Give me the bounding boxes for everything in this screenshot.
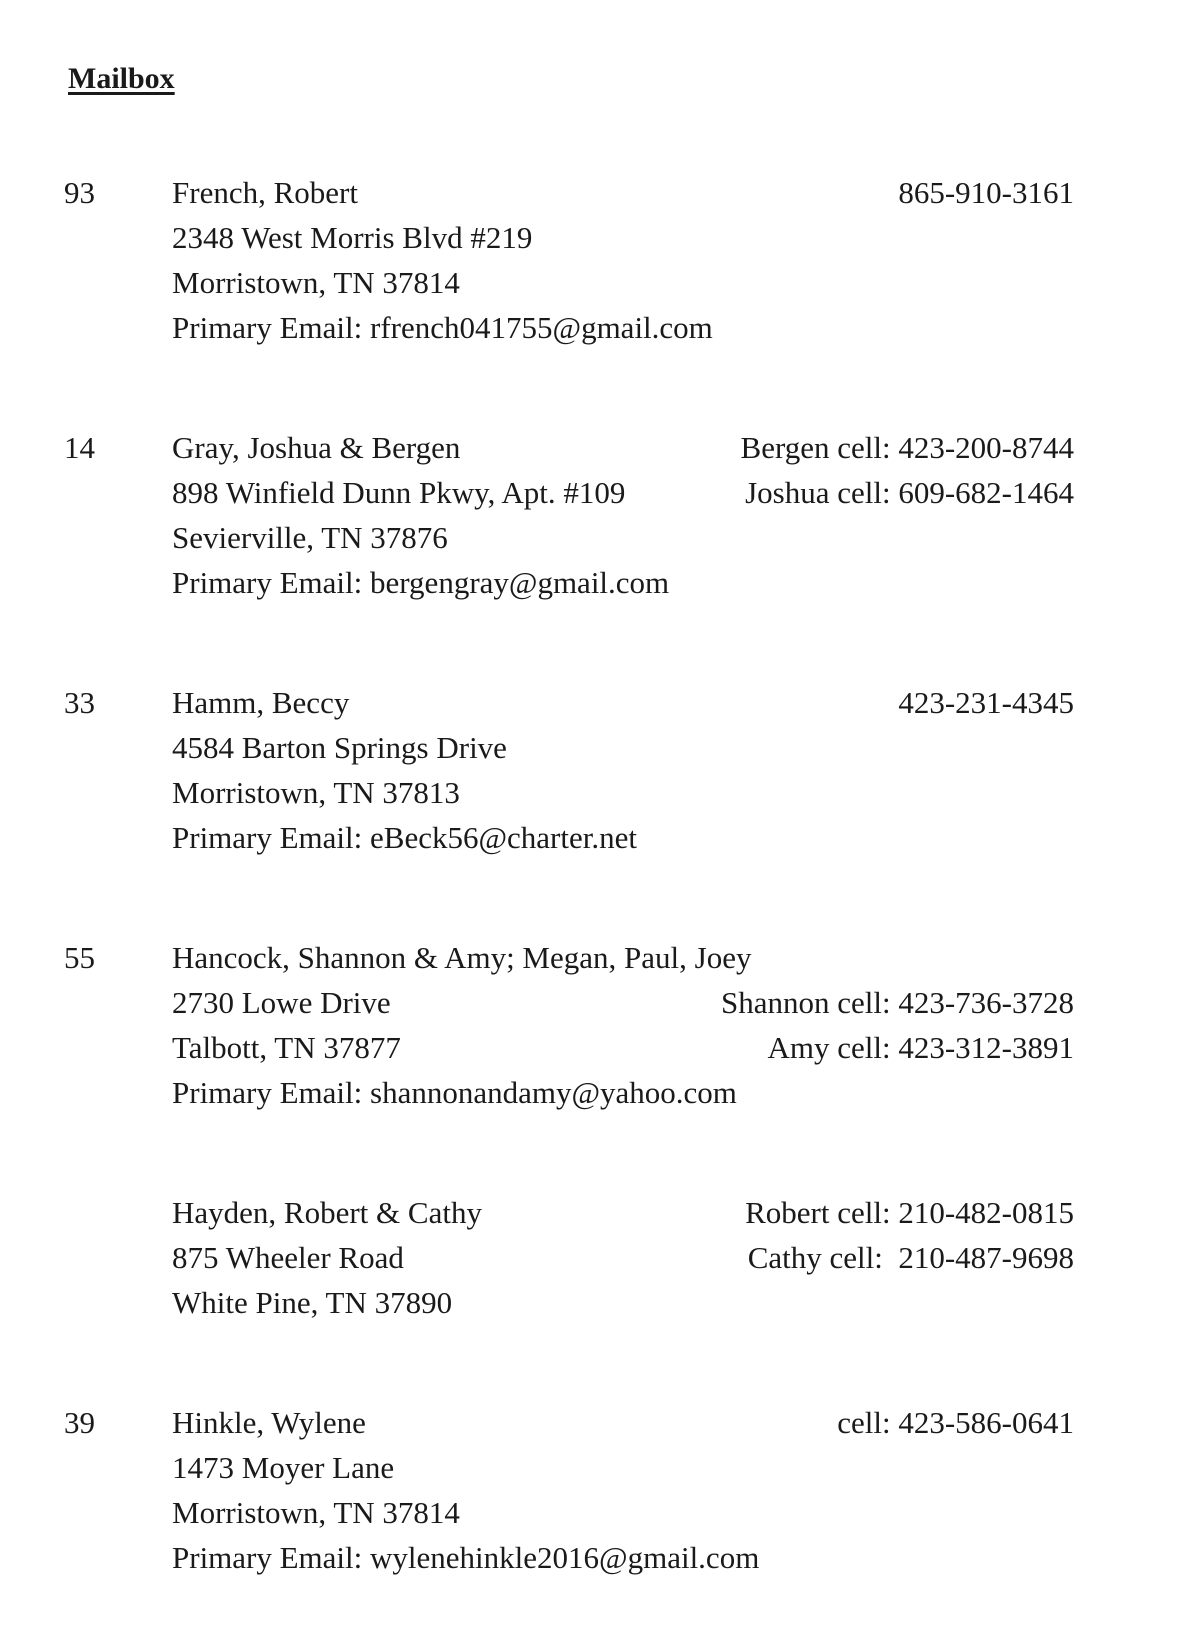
phone-label: Robert cell:	[745, 1195, 891, 1230]
phone-number: 423-736-3728	[898, 985, 1074, 1020]
phone-number: 210-482-0815	[898, 1195, 1074, 1230]
entry-name: Gray, Joshua & Bergen	[172, 430, 461, 465]
phone-number: 423-586-0641	[898, 1405, 1074, 1440]
entry-name: French, Robert	[172, 175, 358, 210]
phone-line	[741, 470, 1074, 515]
mailbox-number: 93	[64, 175, 95, 210]
phone-line	[837, 1400, 1074, 1445]
entry-city: Talbott, TN 37877	[172, 1030, 401, 1065]
entry-phones	[741, 425, 1074, 515]
phone-label: Amy cell:	[767, 1030, 891, 1065]
phone-number: 423-312-3891	[898, 1030, 1074, 1065]
phone-line	[898, 680, 1074, 725]
email-address: rfrench041755@gmail.com	[370, 310, 713, 345]
entry-name: Hayden, Robert & Cathy	[172, 1195, 482, 1230]
email-label: Primary Email:	[172, 820, 363, 855]
email-label: Primary Email:	[172, 1075, 363, 1110]
phone-number: 609-682-1464	[898, 475, 1074, 510]
entry-city: Morristown, TN 37814	[172, 265, 460, 300]
entry-phones	[898, 170, 1074, 215]
entry-details	[172, 170, 713, 350]
entry-city: Sevierville, TN 37876	[172, 520, 448, 555]
entry-address: 875 Wheeler Road	[172, 1240, 404, 1275]
phone-label: cell:	[837, 1405, 891, 1440]
entry-email-line	[172, 305, 713, 350]
entry-details	[172, 1190, 482, 1325]
phone-line	[741, 425, 1074, 470]
entry-phones	[898, 680, 1074, 725]
phone-line	[721, 980, 1074, 1025]
entry-address: 2730 Lowe Drive	[172, 985, 391, 1020]
phone-line	[745, 1190, 1074, 1235]
entry-name: Hamm, Beccy	[172, 685, 350, 720]
mailbox-number: 39	[64, 1405, 95, 1440]
phone-number: 423-200-8744	[898, 430, 1074, 465]
phone-line	[745, 1235, 1074, 1280]
entry-details	[172, 935, 751, 1115]
entry-name: Hancock, Shannon & Amy; Megan, Paul, Joey	[172, 940, 752, 975]
phone-label: Cathy cell:	[747, 1240, 891, 1275]
entry-email-line	[172, 1535, 759, 1580]
entry-phones	[721, 980, 1074, 1070]
email-address: bergengray@gmail.com	[370, 565, 670, 600]
email-label: Primary Email:	[172, 1540, 363, 1575]
phone-line	[721, 1025, 1074, 1070]
entry-details	[172, 680, 637, 860]
mailbox-number: 14	[64, 430, 95, 465]
email-label: Primary Email:	[172, 565, 363, 600]
entry-phones	[837, 1400, 1074, 1445]
phone-number: 865-910-3161	[898, 175, 1074, 210]
phone-label: Bergen cell:	[740, 430, 891, 465]
entry-details	[172, 1400, 759, 1580]
entry-phones	[745, 1190, 1074, 1280]
mailbox-number: 55	[64, 940, 95, 975]
entry-city: White Pine, TN 37890	[172, 1285, 453, 1320]
phone-line	[898, 170, 1074, 215]
entry-address: 898 Winfield Dunn Pkwy, Apt. #109	[172, 475, 626, 510]
phone-label: Shannon cell:	[720, 985, 891, 1020]
email-label: Primary Email:	[172, 310, 363, 345]
entry-name: Hinkle, Wylene	[172, 1405, 366, 1440]
entry-email-line	[172, 1070, 751, 1115]
entry-city: Morristown, TN 37813	[172, 775, 460, 810]
email-address: wylenehinkle2016@gmail.com	[370, 1540, 760, 1575]
email-address: shannonandamy@yahoo.com	[370, 1075, 737, 1110]
phone-number: 423-231-4345	[898, 685, 1074, 720]
phone-label: Joshua cell:	[745, 475, 891, 510]
entry-email-line	[172, 560, 669, 605]
entry-address: 2348 West Morris Blvd #219	[172, 220, 533, 255]
email-address: eBeck56@charter.net	[370, 820, 637, 855]
entry-address: 1473 Moyer Lane	[172, 1450, 395, 1485]
entry-email-line	[172, 815, 637, 860]
entry-city: Morristown, TN 37814	[172, 1495, 460, 1530]
entry-address: 4584 Barton Springs Drive	[172, 730, 507, 765]
mailbox-number: 33	[64, 685, 95, 720]
entry-details	[172, 425, 669, 605]
page-title: Mailbox	[68, 62, 175, 95]
phone-number: 210-487-9698	[898, 1240, 1074, 1275]
